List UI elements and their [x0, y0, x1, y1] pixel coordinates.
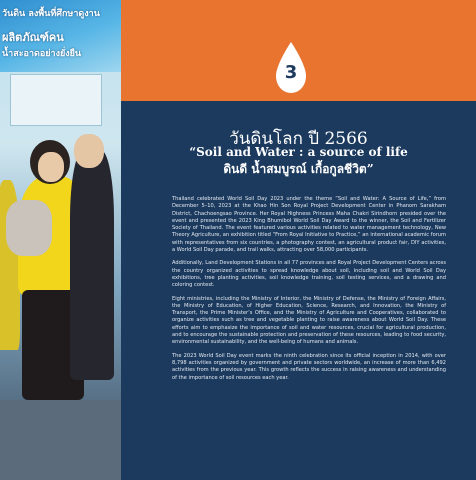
banner-line-1: วันดิน ลงพื้นที่ศึกษาดูงาน — [2, 9, 100, 19]
paragraph-3: Eight ministries, including the Ministry of Interior, the Ministry of Defense, the Ministry of Foreign Affairs, the Ministry of Education, of Higher Education, Science, Research, and Innovation, the Ministry of Transport, the Prime Minister’s Office, and the Ministry of Agriculture and Cooperatives, collaborated to organize activities such as tree and vegetable planting to raise awareness about World Soil Day. These efforts aim to emphasize the importance of soil and water resources, crucial for agricultural production, and to encourage the sustainable protection and preservation of these resources, leading to food security, environmental sustainability, and the well-being of humans and animals. — [172, 295, 446, 346]
paragraph-1: Thailand celebrated World Soil Day 2023 under the theme “Soil and Water: A Source of Life,” from December 5–10, 2023 at the Khao Hin Son Royal Project Development Center in Phanom Sarakham District, Chachoengsao Province. Her Royal Highness Princess Maha Chakri Sirindhorn presided over the event and presented the 2023 King Bhumibol World Soil Day Award to the winner, the Soil and Fertilizer Society of Thailand. The event featured various activities related to water management technology, New Theory Agriculture, an exhibition titled “From Royal Initiative to Practice,” an international academic forum with representatives from six countries, a photography contest, an agricultural product fair, DIY activities, a World Soil Day parade, and trail walks, attracting over 58,000 participants. — [172, 196, 446, 254]
article-body — [172, 196, 446, 388]
photo-person-right — [70, 150, 114, 380]
paragraph-2: Additionally, Land Development Stations in all 77 provinces and Royal Project Development Centers across the country organized activities to spread knowledge about soil, including soil and World Soil Day exhibitions, tree planting activities, soil knowledge training, soil testing services, and a drawing and coloring contest. — [172, 260, 446, 289]
photo-floor — [0, 400, 121, 480]
page-title-english: “Soil and Water : a source of life — [189, 145, 408, 159]
section-number: 3 — [284, 62, 298, 83]
banner-line-2: ผลิตภัณฑ์คน — [2, 31, 64, 44]
banner-line-3: น้ำสะอาดอย่างยั่งยืน — [2, 49, 82, 59]
event-photo — [0, 0, 121, 480]
photo-person-right-face — [74, 134, 104, 168]
paragraph-4: The 2023 World Soil Day event marks the ninth celebration since its official inception in 2014, with over 8,798 activities organized by government and private sectors worldwide, an increase of more than 6,492 activities from the previous year. This growth reflects the success in raising awareness and understanding of the importance of soil resources each year. — [172, 352, 446, 381]
page-title-thai: วันดินโลก ปี 2566 — [229, 129, 368, 149]
photo-display-screen — [10, 74, 102, 126]
page-title-thai-subtitle: ดินดี น้ำสมบูรณ์ เกื้อกูลชีวิต” — [223, 162, 374, 176]
photo-person-main-face — [38, 152, 64, 182]
photo-bag — [6, 200, 52, 256]
